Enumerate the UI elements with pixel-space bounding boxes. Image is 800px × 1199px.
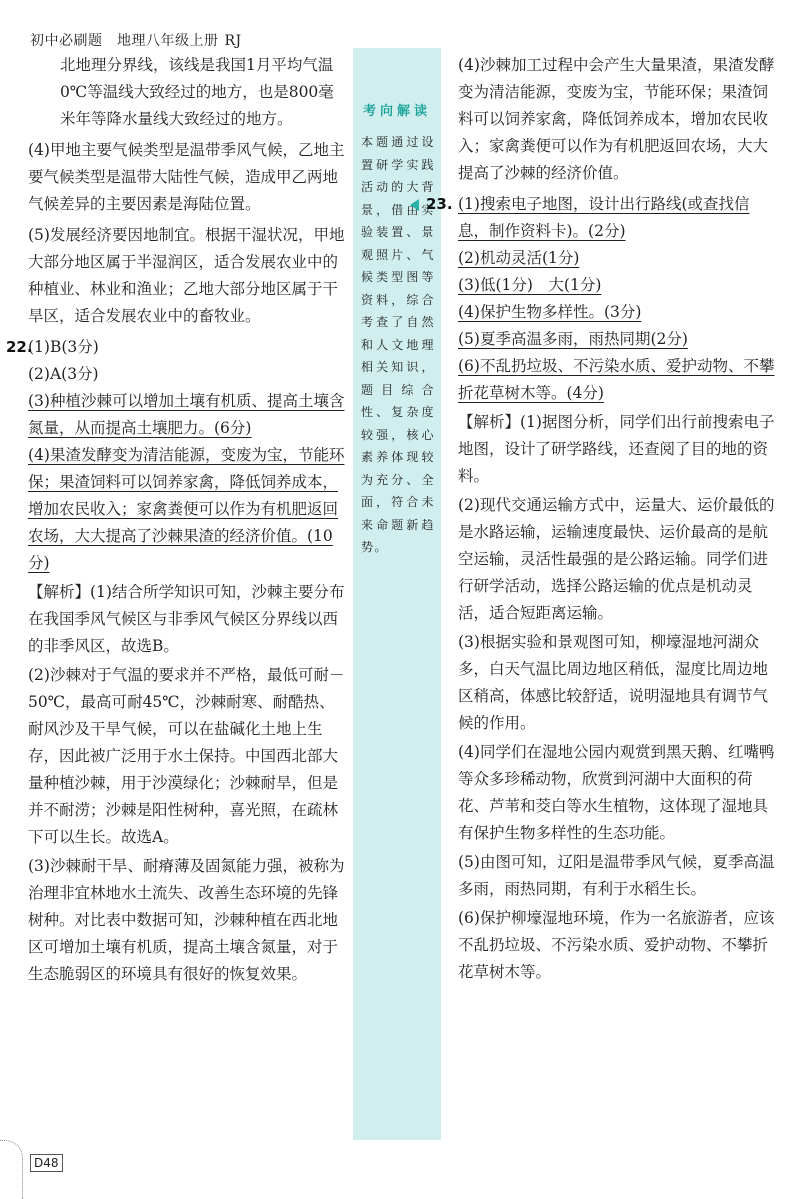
- question-22: [6, 334, 348, 988]
- analysis-paragraph: 【解析】(1)据图分析，同学们出行前搜索电子地图，设计了研学路线，还查阅了目的地的资料。: [458, 413, 775, 485]
- page-number: D48: [30, 1154, 63, 1172]
- answer-line: (1)搜索电子地图，设计出行路线(或查找信息，制作资料卡)。(2分): [458, 195, 750, 240]
- sidebar-title: 考向解读: [362, 104, 431, 119]
- running-header: [30, 30, 242, 50]
- answer-paragraph: (4)甲地主要气候类型是温带季风气候，乙地主要气候类型是温带大陆性气候，造成甲乙两地气候差异的主要因素是海陆位置。: [28, 141, 345, 213]
- answer-paragraph: (5)发展经济要因地制宜。根据干湿状况，甲地大部分地区属于半湿润区，适合发展农业中的种植业、林业和渔业；乙地大部分地区属于干旱区，适合发展农业中的畜牧业。: [28, 226, 345, 325]
- right-column: [426, 52, 776, 986]
- answer-line: (4)保护生物多样性。(3分): [458, 303, 642, 321]
- analysis-paragraph: (6)保护柳壕湿地环境，作为一名旅游者，应该不乱扔垃圾、不污染水质、爱护动物、不攀折花草树木等。: [458, 909, 775, 981]
- answer-line: (1)B(3分): [28, 338, 99, 356]
- pointer-arrow-icon: [410, 199, 419, 211]
- answer-line: (3)种植沙棘可以增加土壤有机质、提高土壤含氮量，从而提高土壤肥力。(6分): [28, 392, 345, 437]
- header-title: 初中必刷题 地理八年级上册: [30, 33, 219, 49]
- continued-text: (4)沙棘加工过程中会产生大量果渣，果渣发酵变为清洁能源，变废为宝，节能环保；果渣饲料可以饲养家禽，降低饲养成本，增加农民收入；家禽粪便可以作为有机肥返回农场，大大提高了沙棘的经济价值。: [458, 56, 775, 182]
- answer-line: (2)机动灵活(1分): [458, 249, 580, 267]
- answer-line: (4)果渣发酵变为清洁能源，变废为宝，节能环保；果渣饲料可以饲养家禽，降低饲养成本，增加农民收入；家禽粪便可以作为有机肥返回农场，大大提高了沙棘果渣的经济价值。(10分): [28, 446, 345, 572]
- question-number: 22.: [6, 338, 33, 356]
- analysis-paragraph: (3)根据实验和景观图可知，柳壕湿地河湖众多，白天气温比周边地区稍低，湿度比周边地区稍高，体感比较舒适，说明湿地具有调节气候的作用。: [458, 633, 769, 732]
- analysis-paragraph: (3)沙棘耐干旱、耐瘠薄及固氮能力强，被称为治理非宜林地水土流失、改善生态环境的先锋树种。对比表中数据可知，沙棘种植在西北地区可增加土壤有机质，提高土壤含氮量，对于生态脆弱区的环境具有很好的恢复效果。: [28, 857, 345, 983]
- answer-line: (6)不乱扔垃圾、不污染水质、爱护动物、不攀折花草树木等。(4分): [458, 357, 775, 402]
- answer-line: (3)低(1分) 大(1分): [458, 276, 602, 294]
- left-column: [6, 52, 348, 988]
- sidebar-body: 本题通过设置研学实践活动的大背景，借由实验装置、景观照片、气候类型图等资料，综合考查了自然和人文地理相关知识，题目综合性、复杂度较强，核心素养体现较为充分、全面，符合未来命题新趋势。: [361, 135, 435, 554]
- corner-decoration: [0, 1140, 23, 1199]
- answer-line: (5)夏季高温多雨，雨热同期(2分): [458, 330, 688, 348]
- analysis-paragraph: (5)由图可知，辽阳是温带季风气候，夏季高温多雨，雨热同期，有利于水稻生长。: [458, 853, 775, 898]
- analysis-paragraph: (2)沙棘对于气温的要求并不严格，最低可耐－50℃，最高可耐45℃，沙棘耐寒、耐酷热、耐风沙及干旱气候，可以在盐碱化土地上生存，因此被广泛用于水土保持。中国西北部大量种植沙棘，用于沙漠绿化；沙棘耐旱，但是并不耐涝；沙棘是阳性树种，喜光照，在疏林下可以生长。故选A。: [28, 666, 345, 846]
- question-23: [426, 191, 776, 986]
- question-number: 23.: [426, 195, 453, 213]
- analysis-paragraph: (4)同学们在湿地公园内观赏到黑天鹅、红嘴鸭等众多珍稀动物，欣赏到河湖中大面积的荷花、芦苇和茭白等水生植物，这体现了湿地具有保护生物多样性的生态功能。: [458, 743, 775, 842]
- header-edition: RJ: [224, 33, 242, 49]
- answer-line: (2)A(3分): [28, 365, 99, 383]
- analysis-paragraph: (2)现代交通运输方式中，运量大、运价最低的是水路运输，运输速度最快、运价最高的是航空运输，灵活性最强的是公路运输。同学们进行研学活动，选择公路运输的优点是机动灵活，适合短距离运输。: [458, 496, 775, 622]
- analysis-paragraph: 【解析】(1)结合所学知识可知，沙棘主要分布在我国季风气候区与非季风气候区分界线以西的非季风区，故选B。: [28, 583, 345, 655]
- continued-text: 北地理分界线，该线是我国1月平均气温0℃等温线大致经过的地方，也是800毫米年等降水量线大致经过的地方。: [60, 56, 334, 128]
